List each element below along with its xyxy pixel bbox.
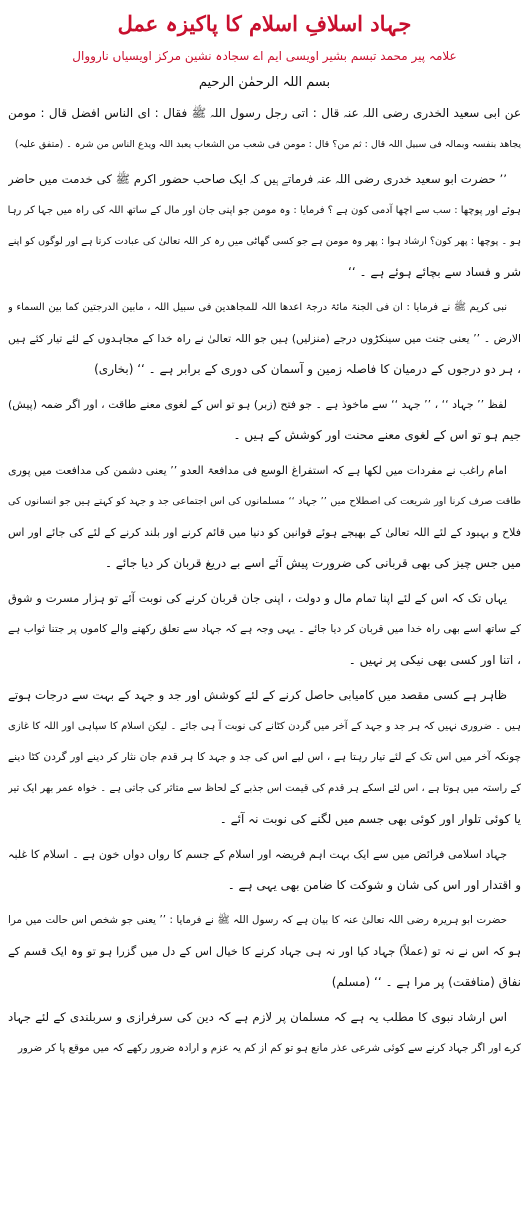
paragraph xyxy=(8,905,521,998)
text-line: ، اتنا اور کسی بھی نیکی پر نہیں ۔ xyxy=(348,653,521,667)
text-line: امام راغب نے مفردات میں لکھا ہے کہ استفراغ الوسع فی مدافعۃ العدو ’’ یعنی دشمن کی مدافعت میں پوری xyxy=(8,464,507,477)
text-line: نفاق (منافقت) پر مرا ہے ۔ ‘‘ (مسلم) xyxy=(331,975,521,989)
text-line: جیم ہو تو اس کے لغوی معنے محنت اور کوشش کے ہیں ۔ xyxy=(233,428,521,442)
text-line: میں جس چیز کی بھی قربانی کی ضرورت پیش آئے اسے بے دریغ قربان کر دیا جائے ۔ xyxy=(104,556,521,570)
text-line: اس ارشاد نبوی کا مطلب یہ ہے کہ مسلمان پر لازم ہے کہ دین کی سرفرازی و سربلندی کے لئے جہاد xyxy=(8,1010,507,1024)
author-line: علامہ پیر محمد تبسم بشیر اویسی ایم اے سجادہ نشین مرکز اویسیاں نارووال xyxy=(72,49,457,63)
text-line: و اقتدار اور اس کی شان و شوکت کا ضامن بھی یہی ہے ۔ xyxy=(227,878,521,892)
text-line: حضرت ابو ہریرہ رضی اللہ تعالیٰ عنہ کا بیان ہے کہ رسول اللہ ﷺ نے فرمایا : ’’ یعنی جو شخص اس حالت میں مرا xyxy=(8,914,507,926)
text-line: ہو کہ اس نے نہ تو (عملاً) جہاد کیا اور نہ ہی جہاد کرنے کا خیال اس کے دل میں گزرا ہو تو وہ ایک قسم کے xyxy=(8,945,521,958)
paragraph xyxy=(8,839,521,901)
paragraph xyxy=(8,583,521,676)
text-line: طاقت صرف کرنا اور شریعت کی اصطلاح میں ’’ جہاد ‘‘ مسلمانوں کی اس اجتماعی جد و جہد کو کہتے ہیں جو انسانوں کی xyxy=(8,496,521,507)
paragraph xyxy=(8,98,521,160)
article-title: جہاد اسلافِ اسلام کا پاکیزہ عمل xyxy=(117,11,412,36)
text-line: یجاھد بنفسہ وبمالہ فی سبیل اللہ قال : ثم من؟ قال : مومن فی شعب من الشعاب یعبد اللہ ویدع الناس من شرہ ۔ (متفق علیہ) xyxy=(14,139,521,150)
text-line: کے راستہ میں ہوتا ہے ، اس لئے اسکے ہر قدم کی قیمت اس جذبے کے لحاظ سے متاثر کی جاتی ہے ۔ خواہ عمر بھر ایک تیر xyxy=(8,783,521,794)
text-line: ظاہر ہے کسی مقصد میں کامیابی حاصل کرنے کے لئے کوشش اور جد و جہد کے بہت سے درجات ہوتے xyxy=(8,688,507,702)
text-line: جہاد اسلامی فرائض میں سے ایک بہت اہم فریضہ اور اسلام کے جسم کا رواں دواں خون ہے ۔ اسلام کا غلبہ xyxy=(8,848,507,861)
paragraph xyxy=(8,1002,521,1064)
text-line: یہاں تک کہ اس کے لئے اپنا تمام مال و دولت ، اپنی جان قربان کرنے کی نوبت آئے تو ہزار مسرت و شوق xyxy=(8,591,507,605)
bismillah: بسم اللہ الرحمٰن الرحیم xyxy=(198,75,331,90)
text-line: ہو ۔ پوچھا : پھر کون؟ ارشاد ہوا : پھر وہ مومن ہے جو کسی گھاٹی میں رہ کر اللہ تعالیٰ کی عبادت کرتا ہے اور لوگوں کو اپنے xyxy=(8,236,521,247)
text-line: عن ابی سعید الخدری رضی اللہ عنہ قال : اتی رجل رسول اللہ ﷺ فقال : ای الناس افضل قال : مومن xyxy=(8,106,521,120)
paragraph xyxy=(8,389,521,451)
text-line: فلاح و بہبود کے لئے اللہ تعالیٰ کے بھیجے ہوئے قوانین کو دنیا میں قائم کرنے اور بلند کرنے کے لئے کی جائے اور اس xyxy=(8,526,521,539)
text-line: کے ساتھ اسے بھی راہ خدا میں قربان کر دیا جائے ۔ یہی وجہ ہے کہ جہاد سے تعلق رکھنے والے کاموں پر جتنا ثواب ہے xyxy=(8,623,521,635)
text-line: الارض ۔ ’’ یعنی جنت میں سینکڑوں درجے (منزلیں) ہیں جو اللہ تعالیٰ نے راہ خدا کے مجاہدوں کے لئے تیار کئے ہیں xyxy=(8,332,521,345)
text-line: شر و فساد سے بچائے ہوئے ہے ۔ ‘‘ xyxy=(348,265,521,279)
text-line: ’’ حضرت ابو سعید خدری رضی اللہ عنہ فرماتے ہیں کہ ایک صاحب حضور اکرم ﷺ کی خدمت میں حاضر xyxy=(8,172,507,186)
text-line: ہیں ۔ ضروری نہیں کہ ہر جد و جہد کے آخر میں گردن کٹانے کی نوبت آ ہی جائے ۔ لیکن اسلام کا سپاہی اور اللہ کا غازی xyxy=(8,721,521,732)
text-line: نبی کریم ﷺ نے فرمایا : ان فی الجنۃ مائۃ درجۃ اعدھا اللہ للمجاھدین فی سبیل اللہ ، مابین الدرجتین کما بین السماء و xyxy=(8,302,507,313)
text-line: ، ہر دو درجوں کے درمیان کا فاصلہ زمین و آسمان کی دوری کے برابر ہے ۔ ‘‘ (بخاری) xyxy=(94,362,521,376)
text-line: کرے اور اگر جہاد کرنے سے کوئی شرعی عذر مانع ہو تو کم از کم یہ عزم و ارادہ ضرور رکھے کہ میں موقع پا کر ضرور xyxy=(17,1042,521,1054)
text-line: یا کوئی تلوار اور کوئی بھی جسم میں لگنے کی نوبت نہ آئے ۔ xyxy=(219,812,521,826)
paragraph xyxy=(8,292,521,385)
paragraph xyxy=(8,680,521,835)
paragraph xyxy=(8,164,521,288)
text-line: ہوئے اور پوچھا : سب سے اچھا آدمی کون ہے ؟ فرمایا : وہ مومن جو اپنی جان اور مال کے ساتھ اللہ کی راہ میں جہا کر رہا xyxy=(8,205,521,216)
text-line: لفظ ’’ جہاد ‘‘ ، ’’ جہد ‘‘ سے ماخوذ ہے ۔ جو فتح (زبر) ہو تو اس کے لغوی معنے طاقت ، اور اگر ضمہ (پیش) xyxy=(8,398,507,411)
paragraph xyxy=(8,455,521,579)
text-line: چونکہ آخر میں اس تک کے لئے تیار رہتا ہے ، اس لیے اس کی جد و جہد کا ہر قدم جان نثار کر دینے اور گردن کٹا دینے xyxy=(8,751,521,763)
article-body xyxy=(8,98,521,1064)
